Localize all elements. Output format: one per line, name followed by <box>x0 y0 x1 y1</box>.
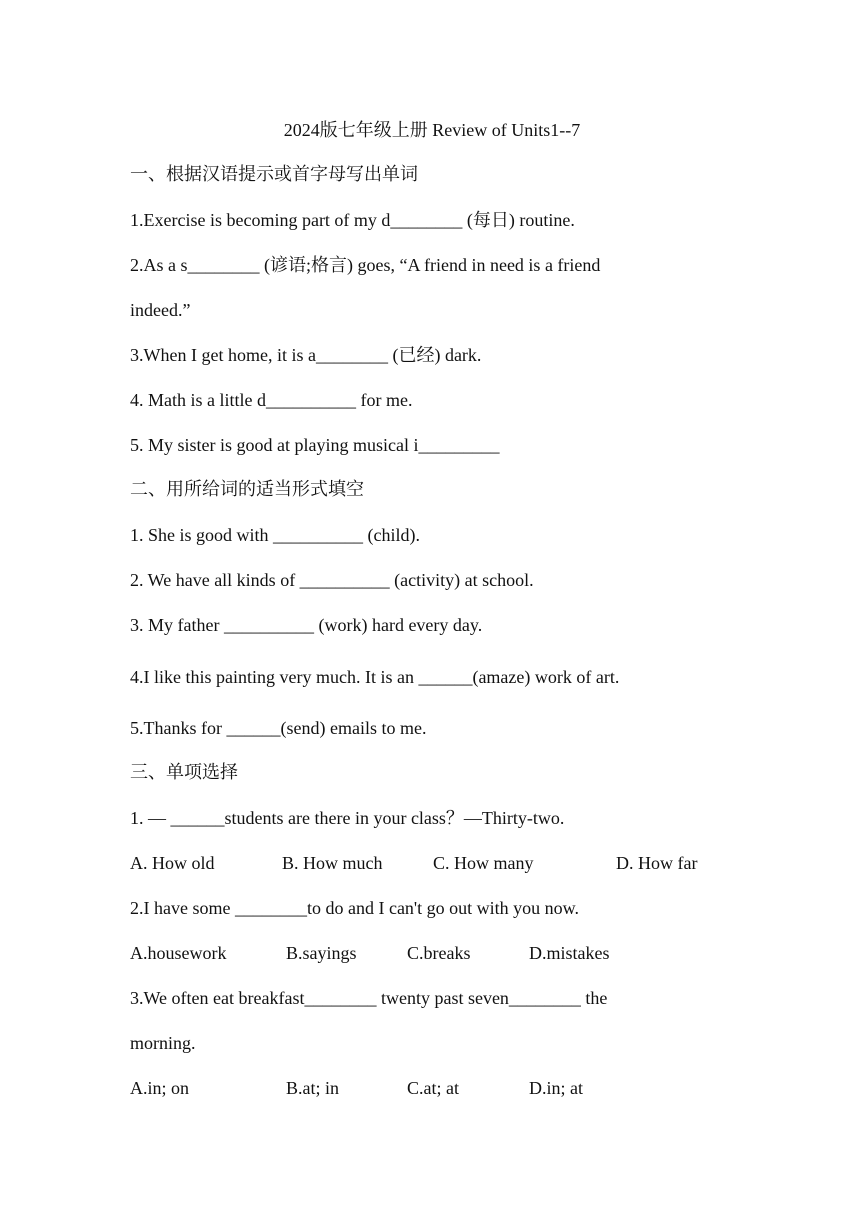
section-3-question-1-stem: 1. — ______students are there in your class？—Thirty-two. <box>130 808 565 828</box>
section-3-heading: 三、单项选择 <box>130 762 238 783</box>
section-3-question-2-option-d: D.mistakes <box>529 943 610 963</box>
section-3-question-2-option-a: A.housework <box>130 943 227 963</box>
page-title: 2024版七年级上册 Review of Units1--7 <box>283 120 581 140</box>
section-3-question-3-option-a: A.in; on <box>130 1078 190 1098</box>
section-3-question-3-stem-line-2: morning. <box>130 1033 196 1053</box>
section-2-question-1: 1. She is good with __________ (child). <box>130 525 420 545</box>
section-3-question-1-option-b: B. How much <box>282 853 383 873</box>
section-2-heading: 二、用所给词的适当形式填空 <box>130 479 364 500</box>
section-3-question-3-option-d: D.in; at <box>529 1078 583 1098</box>
section-2-question-3: 3. My father __________ (work) hard every day. <box>130 615 483 635</box>
section-1-question-1: 1.Exercise is becoming part of my d________ (每日) routine. <box>130 210 575 230</box>
section-2-question-2: 2. We have all kinds of __________ (activity) at school. <box>130 570 534 590</box>
section-3-question-3-stem-line-1: 3.We often eat breakfast________ twenty past seven________ the <box>130 988 608 1008</box>
section-1-question-5: 5. My sister is good at playing musical i_________ <box>130 435 500 455</box>
section-1-question-2-line-2: indeed.” <box>130 300 191 320</box>
section-2-question-5: 5.Thanks for ______(send) emails to me. <box>130 718 427 738</box>
section-2-question-4: 4.I like this painting very much. It is an ______(amaze) work of art. <box>130 667 620 687</box>
section-3-question-2-stem: 2.I have some ________to do and I can't go out with you now. <box>130 898 580 918</box>
section-3-question-3-option-b: B.at; in <box>286 1078 339 1098</box>
section-1-question-2-line-1: 2.As a s________ (谚语;格言) goes, “A friend in need is a friend <box>130 255 601 275</box>
section-1-question-4: 4. Math is a little d__________ for me. <box>130 390 413 410</box>
section-3-question-1-option-d: D. How far <box>616 853 698 873</box>
section-1-question-3: 3.When I get home, it is a________ (已经) dark. <box>130 345 482 365</box>
section-1-heading: 一、根据汉语提示或首字母写出单词 <box>130 164 418 185</box>
section-3-question-2-option-c: C.breaks <box>407 943 471 963</box>
section-3-question-1-option-a: A. How old <box>130 853 215 873</box>
section-3-question-3-option-c: C.at; at <box>407 1078 459 1098</box>
section-3-question-1-option-c: C. How many <box>433 853 534 873</box>
section-3-question-2-option-b: B.sayings <box>286 943 357 963</box>
